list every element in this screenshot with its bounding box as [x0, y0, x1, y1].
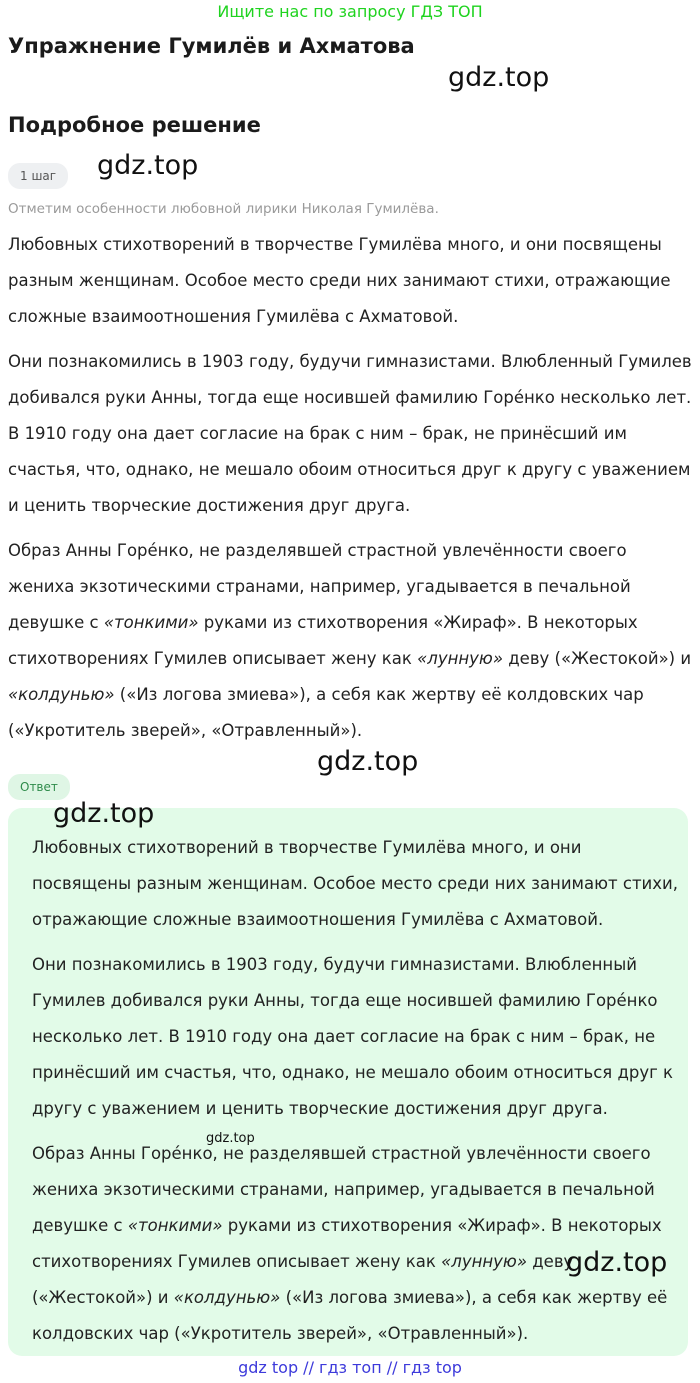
watermark: gdz.top — [317, 746, 419, 777]
answer-paragraph: Они познакомились в 1903 году, будучи гимназистами. Влюбленный Гумилев добивался руки Анны, тогда еще носившей фамилию Горéнко несколько лет. В 1910 году она дает согласие на брак с ним – брак, не принёсший им счастья, что, однако, не мешало обоим относиться друг к другу с уважением и ценить творческие достижения друг друга. — [32, 955, 674, 1118]
page-title: Упражнение Гумилёв и Ахматова — [8, 34, 415, 58]
section-heading: Подробное решение — [8, 113, 261, 137]
solution-text — [8, 227, 694, 758]
footer-links[interactable]: gdz top // гдз топ // гдз top — [238, 1358, 462, 1377]
solution-paragraph: Образ Анны Горéнко, не разделявшей страстной увлечённости своего жениха экзотическими странами, например, угадывается в печальной девушке с «тонкими» руками из стихотворения «Жираф». В некоторых стихотворениях Гумилев описывает жену как «лунную» деву («Жестокой») и «колдунью» («Из логова змиева»), а себя как жертву её колдовских чар («Укротитель зверей», «Отравленный»). — [8, 541, 692, 740]
answer-text — [32, 830, 682, 1361]
solution-paragraph: Они познакомились в 1903 году, будучи гимназистами. Влюбленный Гумилев добивался руки Анны, тогда еще носившей фамилию Горéнко несколько лет. В 1910 году она дает согласие на брак с ним – брак, не принёсший им счастья, что, однако, не мешало обоим относиться друг к другу с уважением и ценить творческие достижения друг друга. — [8, 352, 692, 515]
answer-paragraph: Любовных стихотворений в творчестве Гумилёва много, и они посвящены разным женщинам. Особое место среди них занимают стихи, отражающие сложные взаимоотношения Гумилёва с Ахматовой. — [32, 838, 679, 929]
watermark: gdz.top — [448, 62, 550, 93]
answer-badge: Ответ — [8, 774, 70, 800]
watermark: gdz.top — [206, 1131, 255, 1146]
search-banner: Ищите нас по запросу ГДЗ ТОП — [217, 2, 483, 21]
watermark: gdz.top — [53, 798, 155, 829]
solution-paragraph: Любовных стихотворений в творчестве Гумилёва много, и они посвящены разным женщинам. Особое место среди них занимают стихи, отражающие сложные взаимоотношения Гумилёва с Ахматовой. — [8, 235, 671, 326]
watermark: gdz.top — [566, 1247, 668, 1278]
step-note: Отметим особенности любовной лирики Николая Гумилёва. — [8, 201, 439, 217]
step-badge: 1 шаг — [8, 163, 68, 189]
answer-paragraph: Образ Анны Горéнко, не разделявшей страстной увлечённости своего жениха экзотическими странами, например, угадывается в печальной девушке с «тонкими» руками из стихотворения «Жираф». В некоторых стихотворениях Гумилев описывает жену как «лунную» деву («Жестокой») и «колдунью» («Из логова змиева»), а себя как жертву её колдовских чар («Укротитель зверей», «Отравленный»). — [32, 1144, 668, 1343]
watermark: gdz.top — [97, 150, 199, 181]
